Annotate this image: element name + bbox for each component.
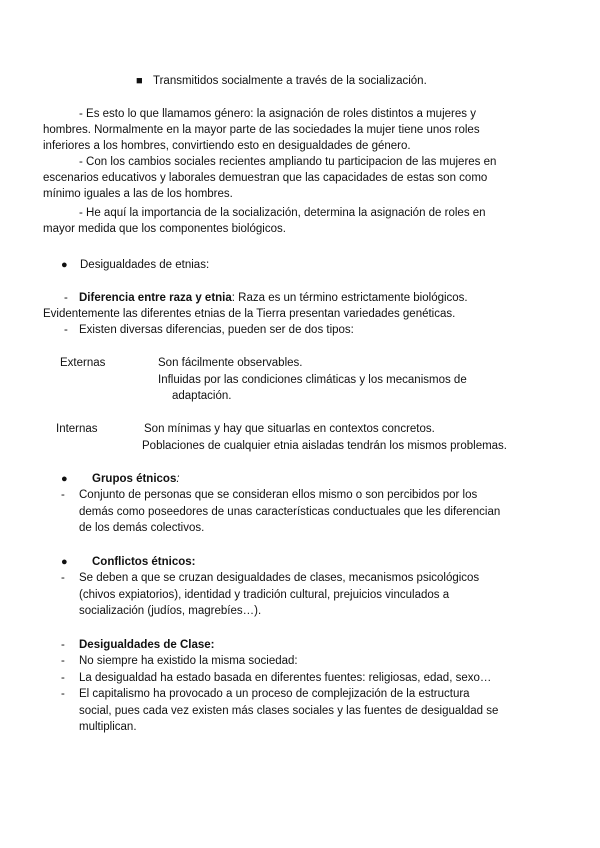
paragraph-line: - Con los cambios sociales recientes ampliando tu participacion de las mujeres en <box>79 156 497 168</box>
paragraph-line: inferiores a los hombres, convirtiendo esto en desigualdades de género. <box>43 140 411 152</box>
circle-bullet-icon: ● <box>61 473 68 485</box>
clase-item-line: social, pues cada vez existen más clases sociales y las fuentes de desigualdad se <box>79 705 499 717</box>
paragraph-line: mínimo iguales a las de los hombres. <box>43 188 233 200</box>
dash-bullet: - <box>61 688 65 700</box>
grupos-line: de los demás colectivos. <box>79 522 205 534</box>
grupos-heading-suffix: : <box>176 473 180 485</box>
dash-bullet: - <box>61 489 65 501</box>
clase-item-line: La desigualdad ha estado basada en diferentes fuentes: religiosas, edad, sexo… <box>79 672 492 684</box>
grupos-heading <box>92 471 180 487</box>
clase-heading <box>79 637 215 653</box>
internas-line: Poblaciones de cualquier etnia aisladas tendrán los mismos problemas. <box>142 440 508 452</box>
types-line: Existen diversas diferencias, pueden ser de dos tipos: <box>79 324 354 336</box>
raza-etnia-line2: Evidentemente las diferentes etnias de la Tierra presentan variedades genéticas. <box>43 308 456 320</box>
dash-bullet: - <box>61 639 65 651</box>
raza-etnia-rest: : Raza es un término estrictamente biológicos. <box>231 292 468 304</box>
paragraph-line: escenarios educativos y laborales demuestran que las capacidades de estas son como <box>43 172 488 184</box>
conflictos-line: socialización (judíos, magrebíes…). <box>79 605 262 617</box>
dash-bullet: - <box>61 572 65 584</box>
internas-line: Son mínimas y hay que situarlas en contextos concretos. <box>144 423 435 435</box>
conflictos-line: Se deben a que se cruzan desigualdades de clases, mecanismos psicológicos <box>79 572 480 584</box>
dash-bullet: - <box>61 672 65 684</box>
clase-item-line: El capitalismo ha provocado a un proceso de complejización de la estructura <box>79 688 470 700</box>
circle-bullet-icon: ● <box>61 259 68 271</box>
raza-etnia-term: Diferencia entre raza y etnia <box>79 292 232 304</box>
grupos-line: Conjunto de personas que se consideran ellos mismo o son percibidos por los <box>79 489 478 501</box>
circle-bullet-icon: ● <box>61 556 68 568</box>
paragraph-line: - He aquí la importancia de la socialización, determina la asignación de roles en <box>79 207 486 219</box>
paragraph-line: - Es esto lo que llamamos género: la asignación de roles distintos a mujeres y <box>79 108 476 120</box>
conflictos-line: (chivos expiatorios), identidad y tradición cultural, prejuicios vinculados a <box>79 589 450 601</box>
paragraph-line: mayor medida que los componentes biológicos. <box>43 223 286 235</box>
grupos-heading-text: Grupos étnicos <box>92 473 177 485</box>
conflictos-heading <box>92 554 196 570</box>
top-bullet-text: Transmitidos socialmente a través de la socialización. <box>153 75 427 87</box>
square-bullet-icon: ■ <box>136 75 143 87</box>
clase-item-line: multiplican. <box>79 721 137 733</box>
externas-line: adaptación. <box>172 390 232 402</box>
paragraph-line: hombres. Normalmente en la mayor parte de las sociedades la mujer tiene unos roles <box>43 124 480 136</box>
dash-bullet: - <box>64 324 68 336</box>
clase-item-line: No siempre ha existido la misma sociedad: <box>79 655 298 667</box>
clase-heading-text: Desigualdades de Clase: <box>79 639 215 651</box>
externas-label: Externas <box>60 357 106 369</box>
dash-bullet: - <box>64 292 68 304</box>
dash-bullet: - <box>61 655 65 667</box>
grupos-line: demás como poseedores de unas características conductuales que les diferencian <box>79 506 501 518</box>
externas-line: Son fácilmente observables. <box>158 357 303 369</box>
raza-etnia-definition <box>79 290 468 306</box>
etnias-heading: Desigualdades de etnias: <box>80 259 210 271</box>
externas-line: Influidas por las condiciones climáticas y los mecanismos de <box>158 374 467 386</box>
internas-label: Internas <box>56 423 98 435</box>
conflictos-heading-text: Conflictos étnicos: <box>92 556 196 568</box>
